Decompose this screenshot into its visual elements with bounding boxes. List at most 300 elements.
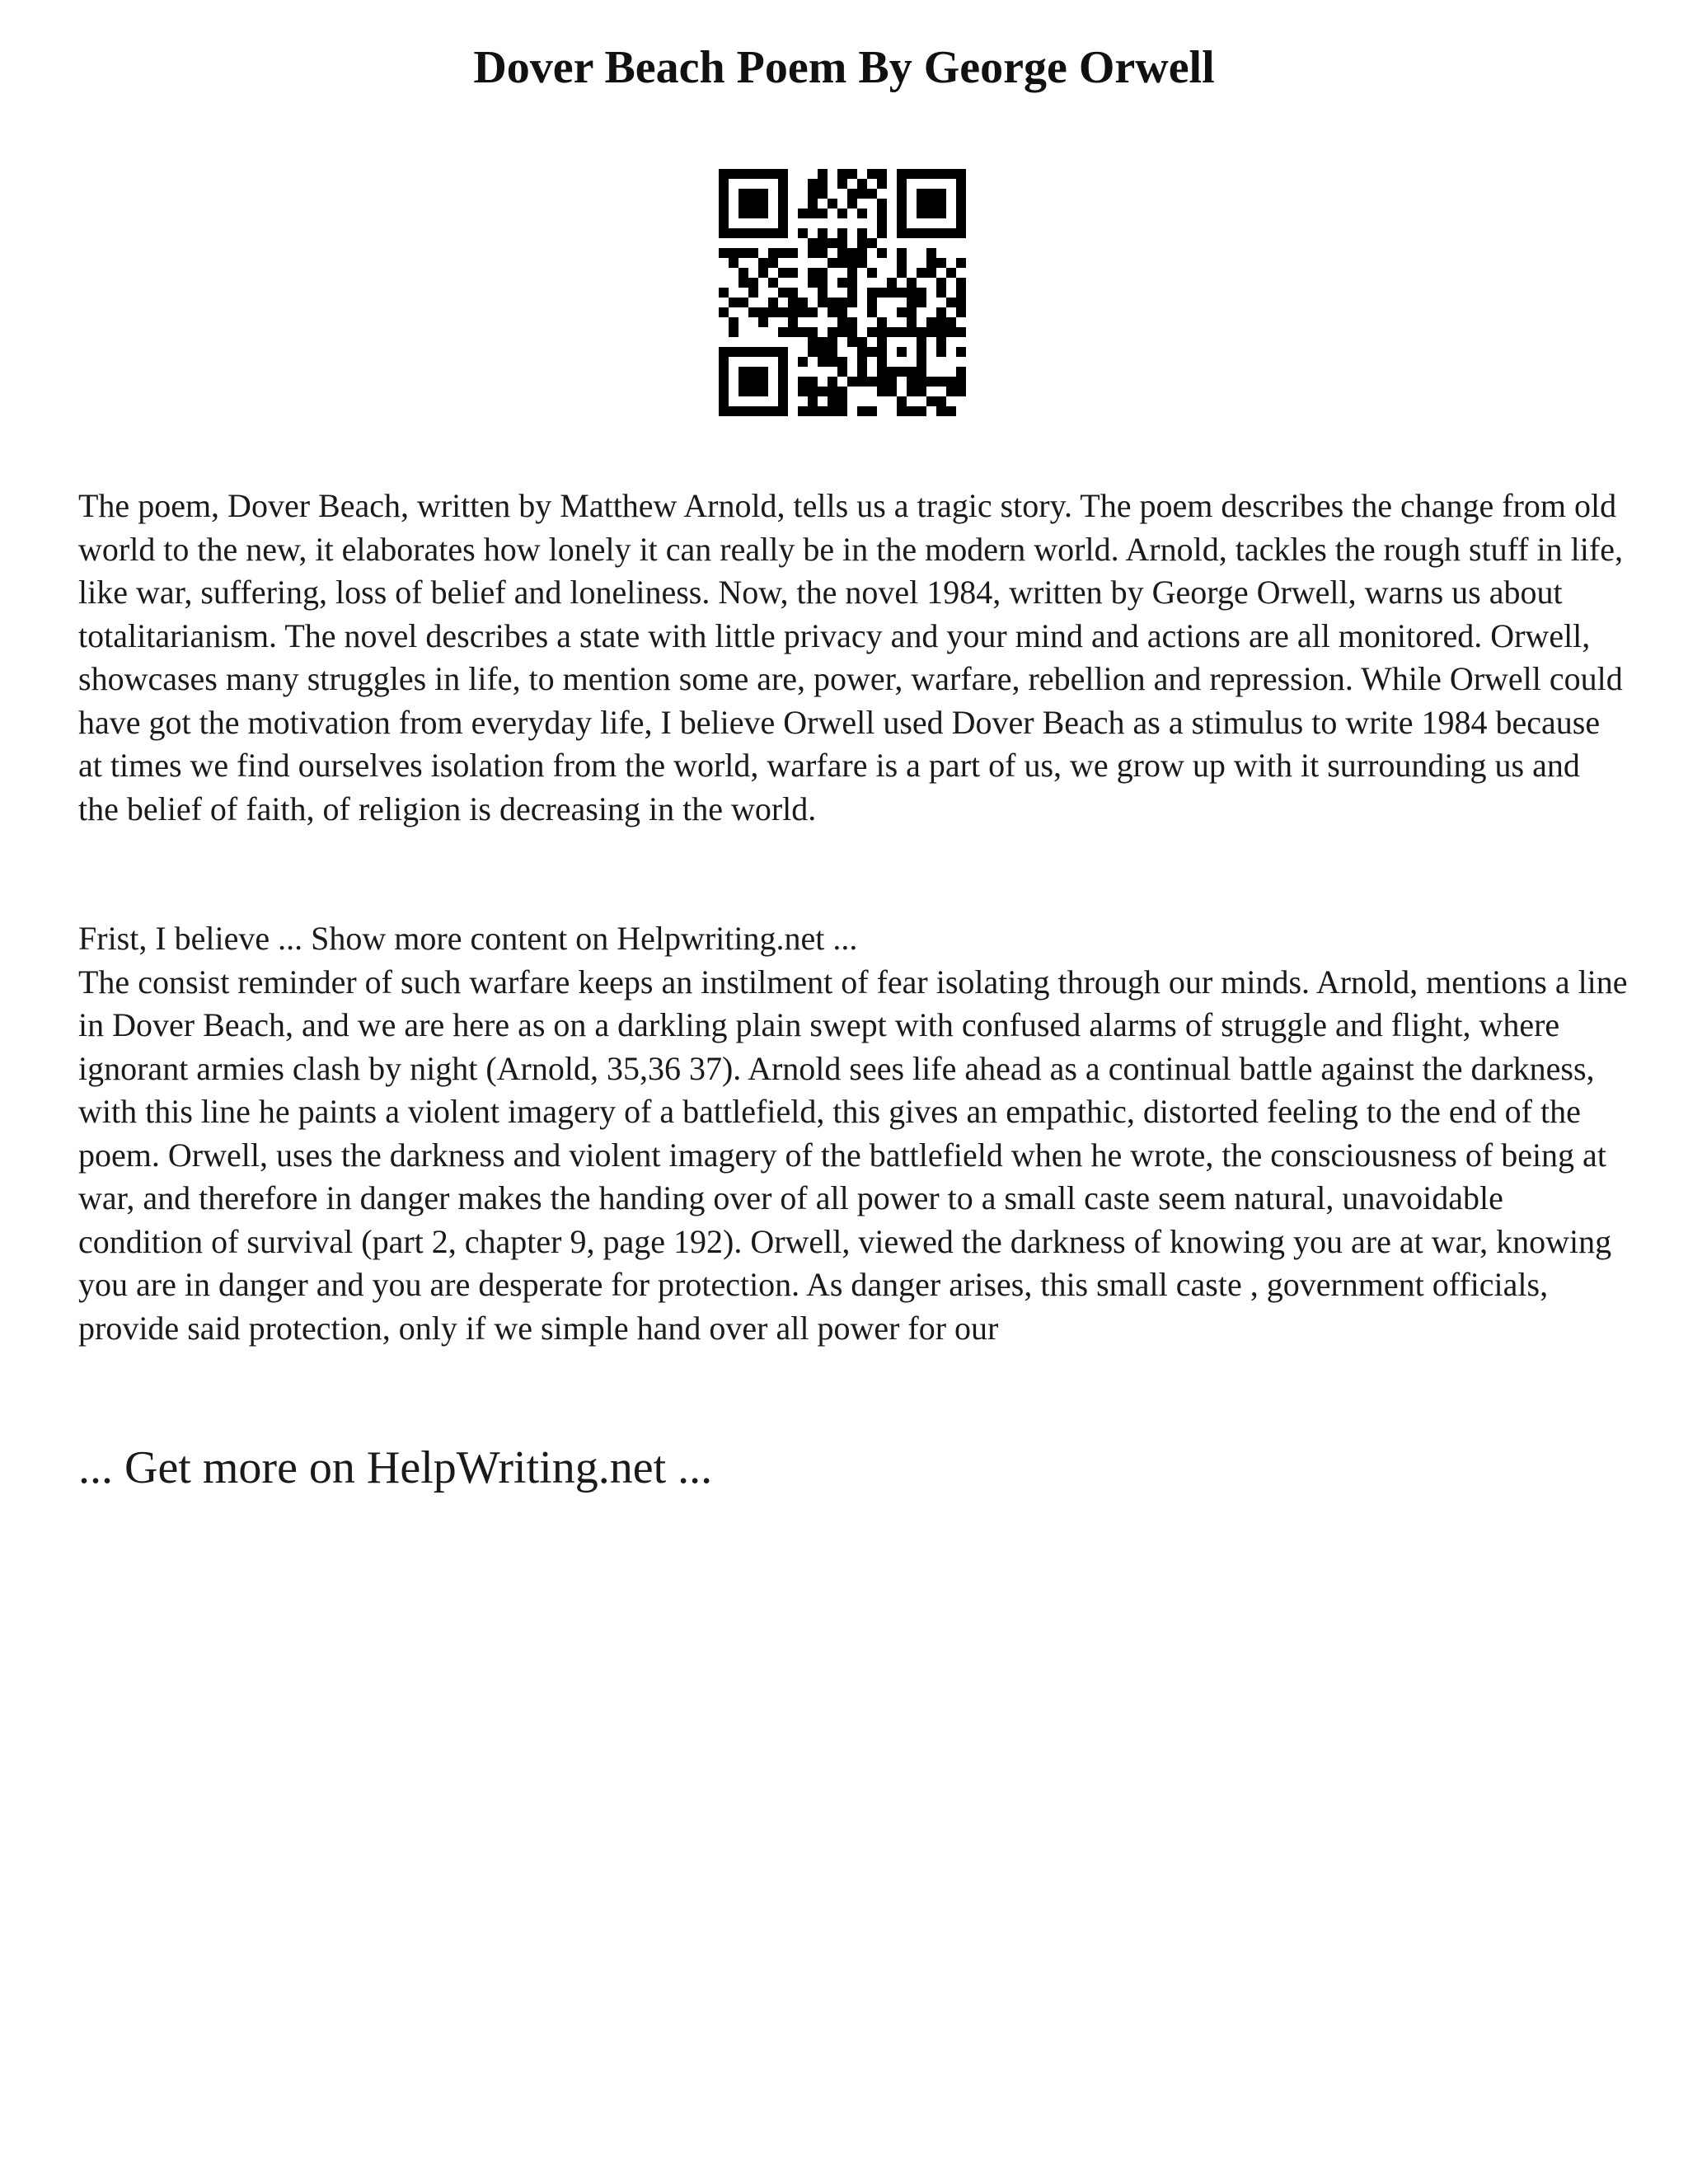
qr-module xyxy=(867,377,877,387)
qr-module xyxy=(837,169,847,179)
qr-module xyxy=(926,209,936,218)
qr-module xyxy=(808,406,818,416)
qr-module xyxy=(917,209,926,218)
qr-module xyxy=(719,228,729,238)
qr-module xyxy=(738,199,748,209)
qr-module xyxy=(748,288,758,298)
qr-module xyxy=(847,278,857,288)
qr-module xyxy=(907,307,917,317)
qr-module xyxy=(917,406,926,416)
qr-module xyxy=(897,228,907,238)
qr-module xyxy=(719,347,729,357)
qr-module xyxy=(887,327,897,337)
qr-module xyxy=(719,387,729,396)
qr-module xyxy=(926,268,936,278)
qr-module xyxy=(719,406,729,416)
qr-module xyxy=(956,278,966,288)
qr-module xyxy=(808,396,818,406)
qr-module xyxy=(897,396,907,406)
qr-module xyxy=(956,327,966,337)
qr-module xyxy=(897,209,907,218)
qr-module xyxy=(828,387,837,396)
qr-module xyxy=(808,179,818,189)
qr-module xyxy=(719,179,729,189)
qr-module xyxy=(867,288,877,298)
qr-module xyxy=(729,169,738,179)
paragraph-intro: The poem, Dover Beach, written by Matthew Arnold, tells us a tragic story. The poem describes the change from old world to the new, it elaborates how lonely it can really be in the modern world. Arnold, tackles the rough stuff in life, like war, suffering, loss of belief and loneliness. Now, the novel 1984, written by George Orwell, warns us about totalitarianism. The novel describes a state with little privacy and your mind and actions are all monitored. Orwell, showcases many struggles in life, to mention some are, power, warfare, rebellion and repression. While Orwell could have got the motivation from everyday life, I believe Orwell used Dover Beach as a stimulus to write 1984 because at times we find ourselves isolation from the world, warfare is a part of us, we grow up with it surrounding us and the belief of faith, of religion is decreasing in the world. xyxy=(78,487,1623,827)
qr-module xyxy=(867,327,877,337)
qr-module xyxy=(808,278,818,288)
qr-module xyxy=(738,189,748,199)
qr-module xyxy=(907,377,917,387)
qr-module xyxy=(837,209,847,218)
qr-module xyxy=(758,307,768,317)
qr-module xyxy=(857,248,867,258)
qr-module xyxy=(738,268,748,278)
qr-module xyxy=(798,228,808,238)
qr-module xyxy=(738,406,748,416)
qr-module xyxy=(758,169,768,179)
qr-module xyxy=(748,387,758,396)
qr-module xyxy=(798,406,808,416)
qr-module xyxy=(907,367,917,377)
qr-module xyxy=(778,387,788,396)
qr-module xyxy=(936,228,946,238)
qr-module xyxy=(748,278,758,288)
qr-module xyxy=(768,278,778,288)
qr-module xyxy=(926,377,936,387)
qr-module xyxy=(729,406,738,416)
qr-module xyxy=(956,298,966,307)
qr-module xyxy=(847,298,857,307)
qr-module xyxy=(946,387,956,396)
qr-module xyxy=(719,307,729,317)
qr-module xyxy=(907,278,917,288)
qr-module xyxy=(946,169,956,179)
qr-module xyxy=(828,406,837,416)
qr-module xyxy=(808,387,818,396)
qr-module xyxy=(897,189,907,199)
qr-module xyxy=(847,258,857,268)
qr-module xyxy=(788,327,798,337)
qr-module xyxy=(828,258,837,268)
qr-module xyxy=(847,377,857,387)
qr-module xyxy=(847,317,857,327)
qr-module xyxy=(729,327,738,337)
qr-module xyxy=(956,288,966,298)
qr-module xyxy=(837,367,847,377)
qr-module xyxy=(887,278,897,288)
qr-module xyxy=(719,288,729,298)
qr-module xyxy=(828,298,837,307)
qr-module xyxy=(758,347,768,357)
qr-module xyxy=(768,298,778,307)
qr-module xyxy=(837,228,847,238)
qr-module xyxy=(837,179,847,189)
qr-module xyxy=(917,169,926,179)
qr-module xyxy=(877,169,887,179)
qr-module xyxy=(847,248,857,258)
qr-module xyxy=(758,228,768,238)
qr-module xyxy=(738,347,748,357)
qr-module xyxy=(818,209,828,218)
qr-module xyxy=(887,288,897,298)
qr-module xyxy=(798,209,808,218)
qr-module xyxy=(857,179,867,189)
qr-module xyxy=(926,189,936,199)
qr-module xyxy=(897,258,907,268)
qr-module xyxy=(818,288,828,298)
qr-module xyxy=(768,347,778,357)
qr-module xyxy=(748,367,758,377)
qr-module xyxy=(808,337,818,347)
qr-module xyxy=(907,317,917,327)
qr-module xyxy=(778,406,788,416)
qr-module xyxy=(719,377,729,387)
qr-module xyxy=(837,278,847,288)
qr-module xyxy=(788,248,798,258)
qr-module xyxy=(847,337,857,347)
qr-module xyxy=(748,228,758,238)
qr-module xyxy=(758,209,768,218)
qr-module xyxy=(828,337,837,347)
qr-module xyxy=(907,298,917,307)
qr-module xyxy=(788,307,798,317)
qr-module xyxy=(828,357,837,367)
qr-module xyxy=(926,228,936,238)
qr-module xyxy=(798,387,808,396)
qr-module xyxy=(867,298,877,307)
qr-module xyxy=(798,298,808,307)
qr-module xyxy=(936,377,946,387)
qr-module xyxy=(936,347,946,357)
qr-module xyxy=(729,258,738,268)
qr-module xyxy=(828,307,837,317)
qr-module xyxy=(729,317,738,327)
qr-module xyxy=(897,169,907,179)
qr-module xyxy=(897,327,907,337)
qr-module xyxy=(877,377,887,387)
qr-module xyxy=(917,199,926,209)
qr-module xyxy=(897,199,907,209)
qr-module xyxy=(738,228,748,238)
qr-module xyxy=(857,347,867,357)
qr-module xyxy=(818,357,828,367)
qr-module xyxy=(778,189,788,199)
qr-module xyxy=(907,327,917,337)
qr-module xyxy=(877,387,887,396)
qr-module xyxy=(877,288,887,298)
qr-module xyxy=(847,169,857,179)
qr-module xyxy=(758,387,768,396)
qr-module xyxy=(798,357,808,367)
qr-module xyxy=(778,268,788,278)
qr-module xyxy=(818,298,828,307)
qr-module xyxy=(946,268,956,278)
qr-module xyxy=(818,268,828,278)
qr-module xyxy=(729,298,738,307)
qr-module xyxy=(936,317,946,327)
qr-module xyxy=(926,317,936,327)
qr-module xyxy=(748,406,758,416)
qr-module xyxy=(738,209,748,218)
qr-module xyxy=(907,228,917,238)
qr-module xyxy=(758,189,768,199)
qr-module xyxy=(719,209,729,218)
qr-module xyxy=(768,258,778,268)
qr-module xyxy=(778,377,788,387)
qr-module xyxy=(828,199,837,209)
qr-module xyxy=(857,406,867,416)
qr-module xyxy=(907,288,917,298)
qr-module xyxy=(847,189,857,199)
qr-module xyxy=(917,357,926,367)
qr-module xyxy=(778,228,788,238)
qr-module xyxy=(768,248,778,258)
qr-module xyxy=(729,248,738,258)
qr-module xyxy=(758,199,768,209)
qr-module xyxy=(837,387,847,396)
qr-module xyxy=(758,317,768,327)
qr-module xyxy=(778,288,788,298)
qr-module xyxy=(808,347,818,357)
qr-module xyxy=(719,357,729,367)
qr-module xyxy=(778,209,788,218)
qr-module xyxy=(738,367,748,377)
qr-module xyxy=(956,347,966,357)
qr-module xyxy=(936,209,946,218)
qr-module xyxy=(837,396,847,406)
qr-module xyxy=(877,248,887,258)
qr-module xyxy=(907,169,917,179)
qr-module xyxy=(956,218,966,228)
qr-module xyxy=(887,377,897,387)
qr-module xyxy=(738,248,748,258)
qr-module xyxy=(818,387,828,396)
qr-module xyxy=(719,169,729,179)
qr-module xyxy=(738,169,748,179)
qr-module xyxy=(917,337,926,347)
qr-module xyxy=(936,327,946,337)
qr-module xyxy=(847,327,857,337)
qr-module xyxy=(778,357,788,367)
qr-module xyxy=(837,248,847,258)
qr-module xyxy=(857,357,867,367)
qr-module xyxy=(748,377,758,387)
qr-module xyxy=(877,327,887,337)
qr-module xyxy=(719,199,729,209)
qr-code-icon xyxy=(719,169,966,416)
qr-module xyxy=(926,396,936,406)
qr-module xyxy=(936,169,946,179)
qr-module xyxy=(897,288,907,298)
qr-module xyxy=(748,307,758,317)
qr-module xyxy=(837,258,847,268)
qr-module xyxy=(877,218,887,228)
qr-module xyxy=(946,228,956,238)
qr-module xyxy=(778,218,788,228)
qr-module xyxy=(956,258,966,268)
qr-module xyxy=(748,209,758,218)
qr-module xyxy=(867,406,877,416)
qr-module xyxy=(828,377,837,387)
qr-module xyxy=(867,268,877,278)
qr-module xyxy=(887,367,897,377)
qr-module xyxy=(867,307,877,317)
qr-module xyxy=(768,406,778,416)
qr-module xyxy=(867,169,877,179)
qr-module xyxy=(818,189,828,199)
qr-module xyxy=(897,347,907,357)
qr-module xyxy=(936,307,946,317)
qr-module xyxy=(719,396,729,406)
qr-module xyxy=(729,347,738,357)
qr-module xyxy=(946,298,956,307)
qr-module xyxy=(956,307,966,317)
qr-module xyxy=(936,396,946,406)
qr-module xyxy=(857,377,867,387)
qr-module xyxy=(877,199,887,209)
qr-module xyxy=(936,278,946,288)
page-title: Dover Beach Poem By George Orwell xyxy=(473,42,1215,93)
qr-module xyxy=(778,347,788,357)
qr-module xyxy=(917,268,926,278)
qr-module xyxy=(936,337,946,347)
qr-module xyxy=(936,199,946,209)
qr-module xyxy=(719,189,729,199)
qr-module xyxy=(857,238,867,248)
qr-module xyxy=(758,377,768,387)
qr-module xyxy=(738,377,748,387)
qr-module xyxy=(738,387,748,396)
qr-module xyxy=(778,396,788,406)
qr-module xyxy=(818,347,828,357)
qr-module xyxy=(956,169,966,179)
qr-module xyxy=(857,337,867,347)
qr-module xyxy=(798,327,808,337)
qr-module xyxy=(857,258,867,268)
qr-module xyxy=(828,238,837,248)
qr-module xyxy=(877,367,887,377)
qr-module xyxy=(877,209,887,218)
qr-module xyxy=(917,298,926,307)
qr-module xyxy=(808,238,818,248)
qr-module xyxy=(956,367,966,377)
qr-module xyxy=(936,258,946,268)
qr-module xyxy=(768,169,778,179)
qr-module xyxy=(956,199,966,209)
qr-module xyxy=(798,377,808,387)
qr-module xyxy=(907,387,917,396)
show-more-teaser: Frist, I believe ... Show more content on Helpwriting.net ... xyxy=(78,920,858,957)
qr-module xyxy=(837,317,847,327)
qr-module xyxy=(956,387,966,396)
qr-module xyxy=(897,367,907,377)
qr-module xyxy=(729,228,738,238)
qr-module xyxy=(837,298,847,307)
get-more-link[interactable]: ... Get more on HelpWriting.net ... xyxy=(78,1442,713,1493)
qr-module xyxy=(887,387,897,396)
qr-module xyxy=(808,377,818,387)
qr-module xyxy=(758,406,768,416)
qr-module xyxy=(808,327,818,337)
qr-module xyxy=(837,406,847,416)
qr-module xyxy=(768,228,778,238)
qr-module xyxy=(748,347,758,357)
qr-module xyxy=(719,367,729,377)
qr-module xyxy=(936,189,946,199)
qr-module xyxy=(857,209,867,218)
qr-module xyxy=(778,307,788,317)
qr-module xyxy=(956,209,966,218)
qr-module xyxy=(837,327,847,337)
qr-module xyxy=(788,298,798,307)
qr-module xyxy=(719,218,729,228)
qr-module xyxy=(748,189,758,199)
qr-module xyxy=(956,377,966,387)
qr-module xyxy=(778,199,788,209)
qr-module xyxy=(917,327,926,337)
qr-module xyxy=(748,169,758,179)
qr-module xyxy=(788,317,798,327)
qr-module xyxy=(917,367,926,377)
paragraph-continuation: The consist reminder of such warfare keeps an instilment of fear isolating through our minds. Arnold, mentions a line in Dover Beach, and we are here as on a darkling plain swept with confused alarms of struggle and flight, where ignorant armies clash by night (Arnold, 35,36 37). Arnold sees life ahead as a continual battle against the darkness, with this line he paints a violent imagery of a battlefield, this gives an empathic, distorted feeling to the end of the poem. Orwell, uses the darkness and violent imagery of the battlefield when he wrote, the consciousness of being at war, and therefore in danger makes the handing over of all power to a small caste seem natural, unavoidable condition of survival (part 2, chapter 9, page 192). Orwell, viewed the darkness of knowing you are at war, knowing you are in danger and you are desperate for protection. As danger arises, this small caste , government officials, provide said protection, only if we simple hand over all power for our xyxy=(78,963,1628,1347)
qr-module xyxy=(897,307,907,317)
qr-module xyxy=(917,377,926,387)
qr-module xyxy=(828,396,837,406)
qr-module xyxy=(818,179,828,189)
qr-module xyxy=(758,367,768,377)
qr-module xyxy=(917,189,926,199)
qr-module xyxy=(867,189,877,199)
qr-module xyxy=(867,347,877,357)
qr-module xyxy=(926,327,936,337)
qr-module xyxy=(926,169,936,179)
qr-module xyxy=(818,337,828,347)
qr-module xyxy=(917,288,926,298)
qr-module xyxy=(877,179,887,189)
qr-module xyxy=(956,228,966,238)
qr-module xyxy=(847,199,857,209)
qr-module xyxy=(798,307,808,317)
qr-module xyxy=(867,238,877,248)
qr-module xyxy=(828,347,837,357)
qr-module xyxy=(897,218,907,228)
qr-module xyxy=(877,337,887,347)
qr-module xyxy=(808,268,818,278)
qr-module xyxy=(808,248,818,258)
qr-module xyxy=(778,248,788,258)
qr-module xyxy=(788,268,798,278)
qr-module xyxy=(897,179,907,189)
qr-module xyxy=(847,288,857,298)
qr-module xyxy=(956,189,966,199)
qr-module xyxy=(818,248,828,258)
qr-module xyxy=(946,377,956,387)
qr-module xyxy=(917,347,926,357)
qr-module xyxy=(808,209,818,218)
qr-module xyxy=(946,406,956,416)
qr-module xyxy=(748,199,758,209)
qr-module xyxy=(917,228,926,238)
qr-module xyxy=(778,179,788,189)
qr-module xyxy=(758,268,768,278)
qr-module xyxy=(837,307,847,317)
qr-module xyxy=(857,228,867,238)
qr-module xyxy=(936,406,946,416)
qr-module xyxy=(946,317,956,327)
qr-module xyxy=(837,357,847,367)
